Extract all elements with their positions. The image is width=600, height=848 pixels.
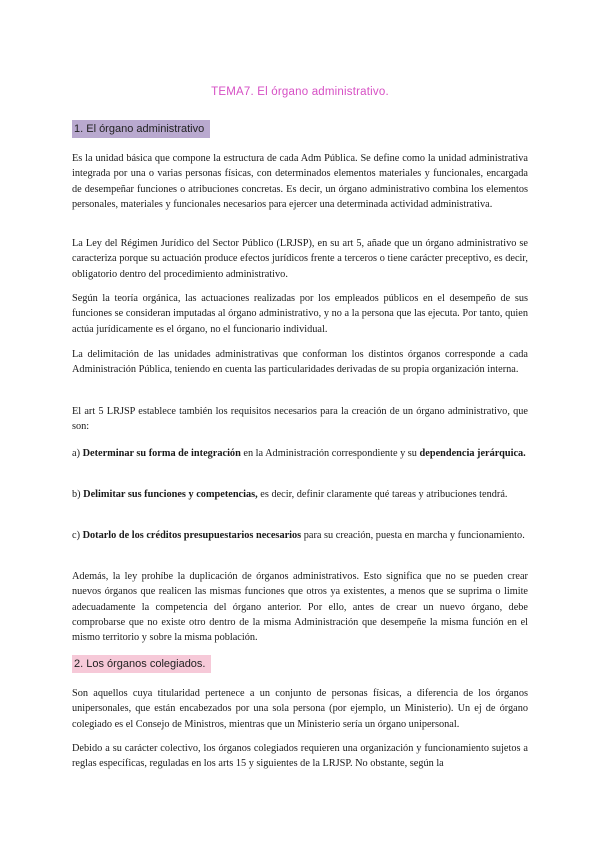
bold-text: Determinar su forma de integración [82,448,241,459]
list-marker: b) [72,489,84,500]
list-text: en la Administración correspondiente y su [240,448,420,459]
page-title: TEMA7. El órgano administrativo. [211,86,389,98]
paragraph-delimitacion [72,347,528,378]
paragraph-duplicacion [72,569,528,645]
list-marker: a) [72,448,83,459]
paragraph-colegiados [72,686,528,732]
paragraph-teoria-organica [72,291,528,337]
list-text: para su creación, puesta en marcha y funcionamiento. [301,530,525,541]
list-marker: c) [72,530,83,541]
paragraph-requisitos [72,404,528,435]
section-heading-1: 1. El órgano administrativo [72,120,210,138]
list-item-a [72,446,528,461]
paragraph-text: Según la teoría orgánica, las actuaciones realizadas por los empleados públicos en el desempeño de sus funciones se consideran imputadas al órgano administrativo, y no a la persona que las ejecuta. Por tanto, quien actúa jurídicamente es el órgano, no el funcionario individual. [72,293,528,335]
section-heading-2: 2. Los órganos colegiados. [72,655,211,673]
list-item-b [72,487,528,502]
paragraph-text: La Ley del Régimen Jurídico del Sector Público (LRJSP), en su art 5, añade que un órgano administrativo se caracteriza porque su actuación produce efectos jurídicos frente a terceros o tiene carácter preceptivo, es decir, obligatorio dentro del procedimiento administrativo. [72,238,528,280]
paragraph-text: Debido a su carácter colectivo, los órganos colegiados requieren una organización y funcionamiento sujetos a reglas específicas, reguladas en los arts 15 y siguientes de la LRJSP. No obstante, según la [72,743,528,770]
bold-text: dependencia jerárquica. [419,448,526,459]
paragraph-lrjsp [72,236,528,282]
bold-text: Dotarlo de los créditos presupuestarios necesarios [82,530,302,541]
paragraph-text: Son aquellos cuya titularidad pertenece a un conjunto de personas físicas, a diferencia de los órganos unipersonales, que están encabezados por una sola persona (por ejemplo, un Ministerio). Un ej de órgano colegiado es el Consejo de Ministros, mientras que un Ministerio sería un órgano unipersonal. [72,688,528,730]
paragraph-caracter-colectivo [72,741,528,772]
paragraph-text: El art 5 LRJSP establece también los requisitos necesarios para la creación de un órgano administrativo, que son: [72,406,528,433]
paragraph-text: Además, la ley prohíbe la duplicación de órganos administrativos. Esto significa que no se pueden crear nuevos órganos que realicen las mismas funciones que otros ya existentes, a menos que se suprima o limite adecuadamente la competencia del órgano anterior. Por ello, antes de crear un nuevo órgano, debe comprobarse que no existe otro dentro de la misma Administración que desempeñe la misma función en el mismo territorio y sobre la misma población. [72,571,528,644]
paragraph-definition [72,151,528,212]
list-text: es decir, definir claramente qué tareas y atribuciones tendrá. [257,489,508,500]
list-item-c [72,528,528,543]
paragraph-text: Es la unidad básica que compone la estructura de cada Adm Pública. Se define como la unidad administrativa integrada por una o varias personas físicas, con determinados elementos materiales y funcionales, encargada de desempeñar funciones o atribuciones concretas. Es decir, un órgano administrativo combina los elementos personales, materiales y funcionales necesarios para ejercer una determinada actividad administrativa. [72,153,528,210]
bold-text: Delimitar sus funciones y competencias, [83,489,258,500]
paragraph-text: La delimitación de las unidades administrativas que conforman los distintos órganos corresponde a cada Administración Pública, teniendo en cuenta las particularidades derivadas de su propia organización interna. [72,349,528,376]
